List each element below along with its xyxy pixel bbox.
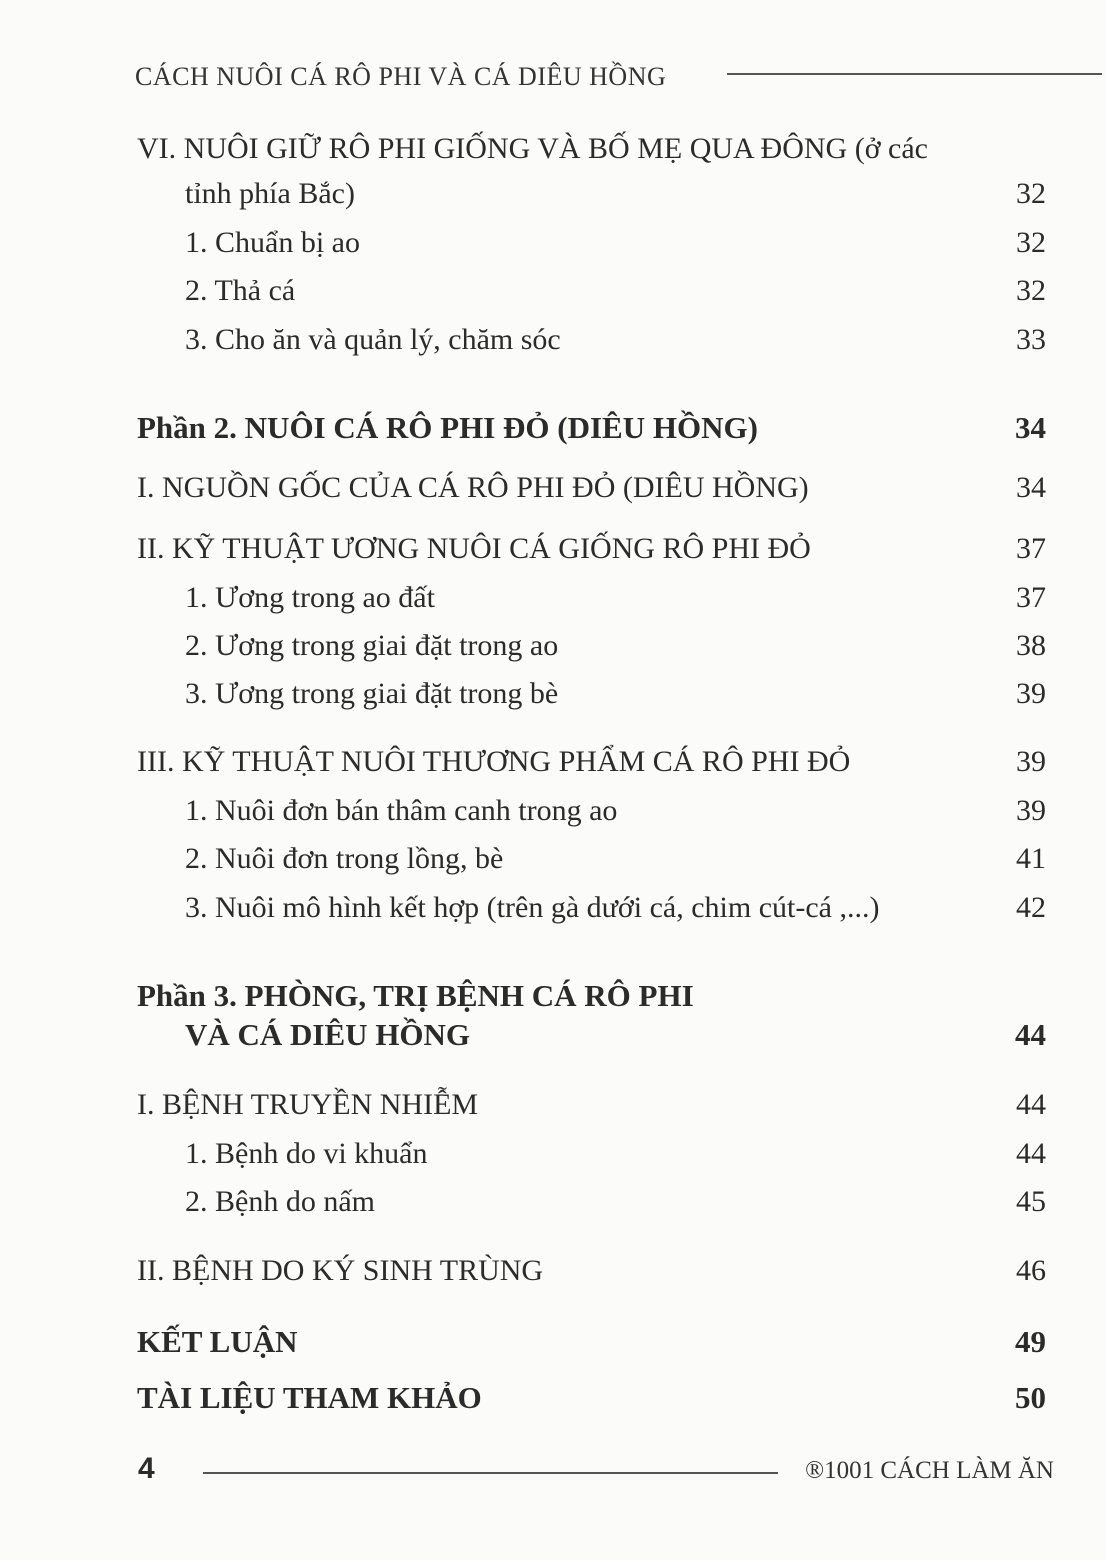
toc-entry-title: TÀI LIỆU THAM KHẢO — [137, 1380, 482, 1415]
toc-entry-page: 49 — [1015, 1324, 1046, 1359]
toc-entry-title: 1. Chuẩn bị ao — [185, 226, 360, 259]
toc-entry — [0, 1085, 1106, 1125]
toc-entry-page: 41 — [1016, 842, 1046, 875]
toc-entry — [0, 468, 1106, 508]
toc-entry-title: KẾT LUẬN — [137, 1324, 298, 1359]
toc-entry-page: 37 — [1016, 581, 1046, 614]
toc-entry — [0, 888, 1106, 928]
toc-entry-title: III. KỸ THUẬT NUÔI THƯƠNG PHẨM CÁ RÔ PHI ĐỎ — [137, 745, 851, 778]
toc-entry-page: 44 — [1016, 1137, 1046, 1170]
toc-entry-title: 2. Bệnh do nấm — [185, 1185, 375, 1218]
toc-entry-page: 34 — [1015, 410, 1046, 445]
footer-rule — [203, 1472, 778, 1474]
toc-entry-title: 2. Nuôi đơn trong lồng, bè — [185, 842, 504, 875]
toc-entry-title: 1. Nuôi đơn bán thâm canh trong ao — [185, 794, 618, 827]
toc-entry-page: 44 — [1016, 1088, 1046, 1121]
toc-entry-page: 39 — [1016, 745, 1046, 778]
toc-entry-title: II. KỸ THUẬT ƯƠNG NUÔI CÁ GIỐNG RÔ PHI ĐỎ — [137, 532, 811, 565]
toc-entry-title: VÀ CÁ DIÊU HỒNG — [185, 1017, 471, 1052]
toc-entry-title: 3. Nuôi mô hình kết hợp (trên gà dưới cá, chim cút-cá ,...) — [185, 891, 880, 924]
toc-entry-title: I. NGUỒN GỐC CỦA CÁ RÔ PHI ĐỎ (DIÊU HỒNG) — [137, 471, 809, 504]
toc-entry-title: 2. Ương trong giai đặt trong ao — [185, 629, 559, 662]
toc-entry — [0, 223, 1106, 263]
toc-entry-title: 3. Ương trong giai đặt trong bè — [185, 677, 559, 710]
toc-entry-page: 38 — [1016, 629, 1046, 662]
toc-entry-title: 3. Cho ăn và quản lý, chăm sóc — [185, 323, 561, 356]
toc-entry-page: 32 — [1016, 274, 1046, 307]
toc-entry-page: 46 — [1016, 1254, 1046, 1287]
toc-entry-title: I. BỆNH TRUYỀN NHIỄM — [137, 1088, 479, 1121]
toc-entry-title: Phần 2. NUÔI CÁ RÔ PHI ĐỎ (DIÊU HỒNG) — [137, 410, 758, 445]
toc-entry — [0, 674, 1106, 714]
toc-entry-title: Phần 3. PHÒNG, TRỊ BỆNH CÁ RÔ PHI — [137, 978, 694, 1013]
publisher-series: ®1001 CÁCH LÀM ĂN — [805, 1457, 1054, 1484]
page-number: 4 — [138, 1452, 155, 1485]
toc-entry — [0, 742, 1106, 782]
toc-entry-title: 2. Thả cá — [185, 274, 296, 307]
toc-part-heading-continued — [0, 1015, 1106, 1055]
toc-part-heading — [0, 1378, 1106, 1418]
toc-entry — [0, 1134, 1106, 1174]
toc-entry-page: 32 — [1016, 177, 1046, 210]
toc-entry-title: VI. NUÔI GIỮ RÔ PHI GIỐNG VÀ BỐ MẸ QUA ĐÔNG (ở các — [137, 132, 929, 165]
toc-entry-title: 1. Ương trong ao đất — [185, 581, 435, 614]
toc-entry — [0, 839, 1106, 879]
toc-entry-title: II. BỆNH DO KÝ SINH TRÙNG — [137, 1254, 544, 1287]
toc-entry — [0, 529, 1106, 569]
toc-entry — [0, 791, 1106, 831]
toc-entry-page: 44 — [1015, 1017, 1046, 1052]
toc-part-heading — [0, 408, 1106, 448]
header-rule — [727, 73, 1102, 75]
toc-entry — [0, 271, 1106, 311]
toc-entry — [0, 320, 1106, 360]
toc-entry-page: 50 — [1015, 1380, 1046, 1415]
toc-entry-page: 32 — [1016, 226, 1046, 259]
toc-entry — [0, 129, 1106, 169]
toc-entry — [0, 1251, 1106, 1291]
toc-entry-page: 42 — [1016, 891, 1046, 924]
running-title: CÁCH NUÔI CÁ RÔ PHI VÀ CÁ DIÊU HỒNG — [135, 62, 667, 91]
toc-entry-page: 39 — [1016, 794, 1046, 827]
toc-part-heading — [0, 1322, 1106, 1362]
toc-entry-page: 39 — [1016, 677, 1046, 710]
toc-entry-title: tỉnh phía Bắc) — [185, 177, 355, 210]
toc-entry-title: 1. Bệnh do vi khuẩn — [185, 1137, 428, 1170]
toc-entry-page: 37 — [1016, 532, 1046, 565]
toc-entry-page: 34 — [1016, 471, 1046, 504]
toc-entry-page: 33 — [1016, 323, 1046, 356]
toc-entry — [0, 1182, 1106, 1222]
toc-part-heading — [0, 976, 1106, 1016]
toc-entry — [0, 174, 1106, 214]
toc-entry — [0, 578, 1106, 618]
toc-entry-page: 45 — [1016, 1185, 1046, 1218]
toc-entry — [0, 626, 1106, 666]
